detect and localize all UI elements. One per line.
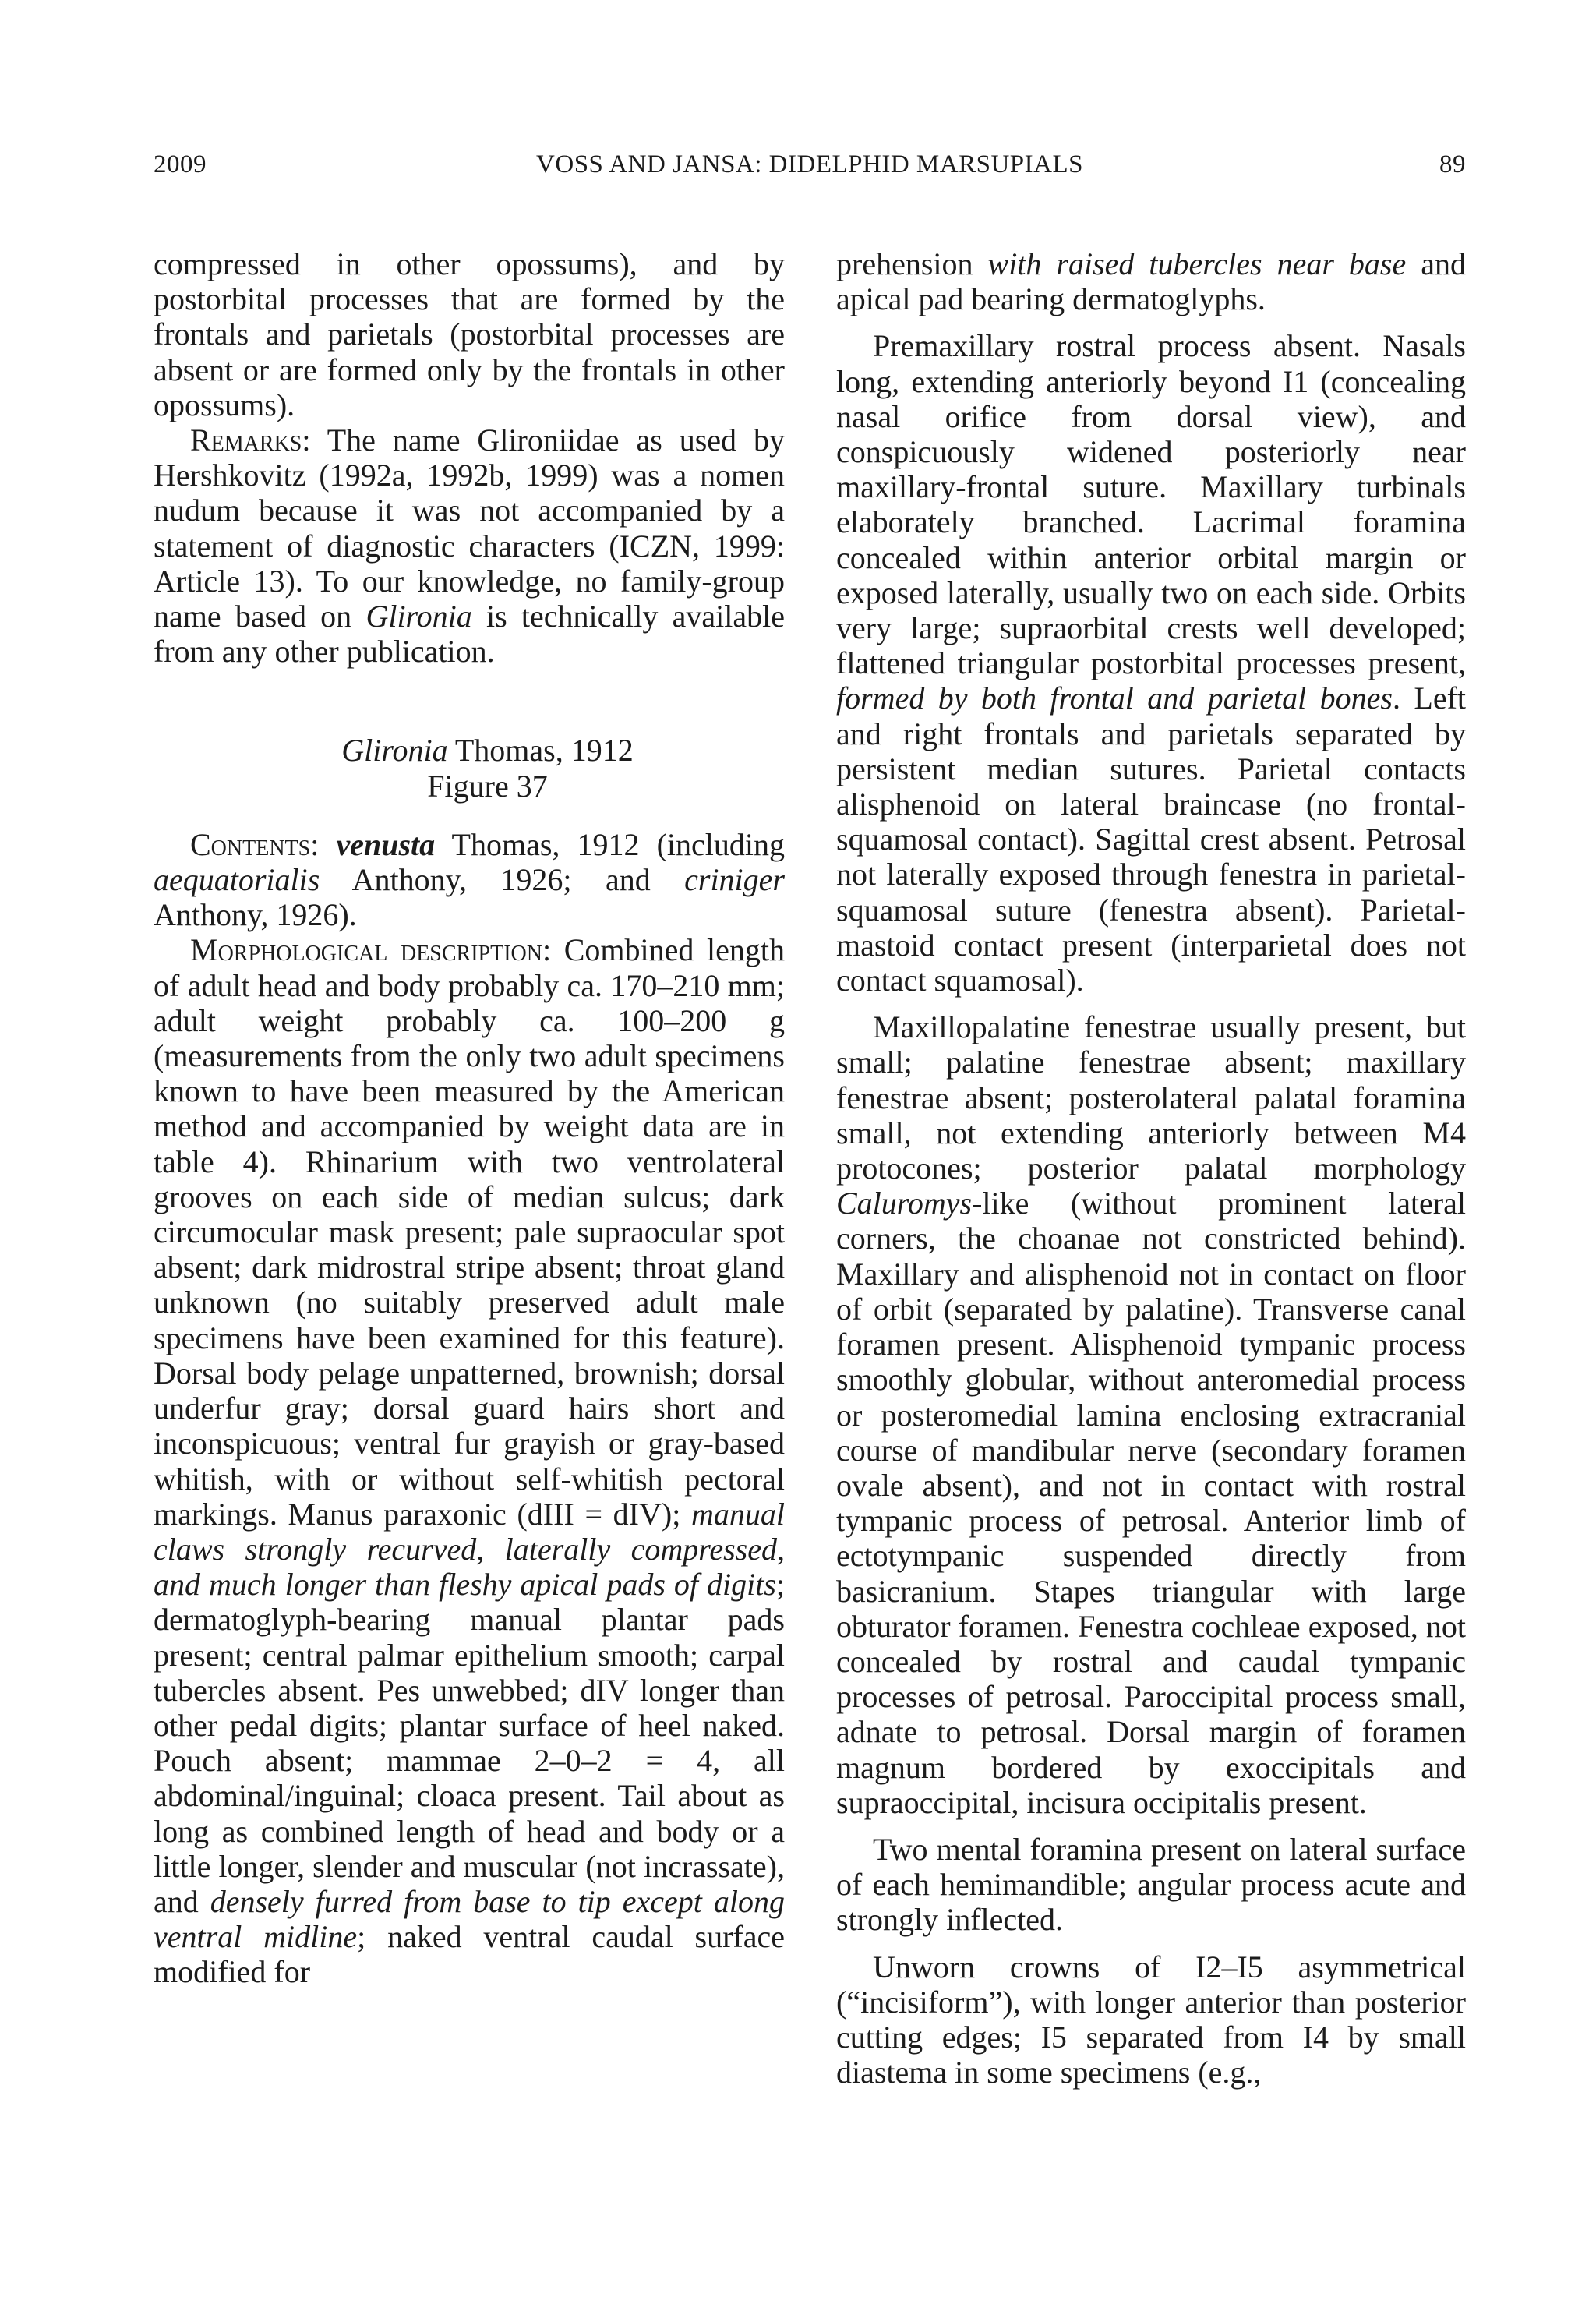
morph-italic-2: densely furred from base to tip except along ventral midline: [154, 1883, 785, 1955]
morph-italic-1: manual claws strongly recurved, laterally compressed, and much longer than fleshy apical pads of digits: [154, 1496, 785, 1603]
dentition-paragraph: Unworn crowns of I2–I5 asymmetrical (“incisiform”), with longer anterior than posterior cutting edges; I5 separated from I4 by small diastema in some specimens (e.g.,: [836, 1949, 1466, 2091]
r1-text-1: prehension: [836, 246, 988, 281]
r3-text-1: Maxillopalatine fenestrae usually present, but small; palatine fenestrae absent; maxillary fenestrae absent; posterolateral palatal foramina small, not extending anteriorly between M4 protocones; posterior palatal morphology: [836, 1009, 1466, 1186]
morph-text-3: ; naked ventral caudal surface modified for: [154, 1919, 785, 1990]
contents-synonym-2: criniger: [684, 862, 785, 898]
remarks-text-end: is technically available from any other publication.: [154, 599, 785, 670]
contents-colon: :: [310, 826, 337, 862]
header-year: 2009: [154, 150, 207, 178]
contents-text-3: Anthony, 1926).: [154, 897, 357, 933]
morphological-description: [154, 932, 785, 1989]
mandible-paragraph: Two mental foramina present on lateral surface of each hemimandible; angular process acute and strongly inflected.: [836, 1831, 1466, 1938]
remarks-genus: Glironia: [365, 599, 472, 634]
morph-text-2: ; dermatoglyph-bearing manual plantar pads present; central palmar epithelium smooth; carpal tubercles absent. Pes unwebbed; dIV longer than other pedal digits; plantar surface of heel naked. Pouch absent; mammae 2–0–2 = 4, all abdominal/inguinal; cloaca present. Tail about as long as combined length of head and body or a little longer, slender and muscular (not incrassate), and: [154, 1567, 785, 1919]
left-column: [154, 246, 785, 1990]
morph-label: Morphological description: [190, 932, 542, 968]
paragraph-continued-right: [836, 246, 1466, 316]
page-number: 89: [1439, 150, 1466, 178]
contents-species: venusta: [336, 826, 436, 862]
genus-name: Glironia: [341, 733, 448, 769]
r2-text-1: Premaxillary rostral process absent. Nasals long, extending anteriorly beyond I1 (concealing nasal orifice from dorsal view), and conspicuously widened posteriorly near maxillary-frontal suture. Maxillary turbinals elaborately branched. Lacrimal foramina concealed within anterior orbital margin or exposed laterally, usually two on each side. Orbits very large; supraorbital crests well developed; flattened triangular postorbital processes present,: [836, 328, 1466, 681]
genus-heading: [154, 733, 785, 803]
r2-italic: formed by both frontal and parietal bones: [836, 680, 1393, 716]
palatal-paragraph: [836, 1009, 1466, 1820]
running-head-title: VOSS AND JANSA: DIDELPHID MARSUPIALS: [536, 150, 1083, 178]
running-header: [154, 145, 1466, 184]
contents-text: Thomas, 1912 (including: [435, 826, 785, 862]
right-column: [836, 246, 1466, 2090]
figure-reference: Figure 37: [427, 768, 548, 804]
remarks-text: : The name Glironiidae as used by Hershkovitz (1992a, 1992b, 1999) was a nomen nudum because it was not accompanied by a statement of diagnostic characters (ICZN, 1999: Article 13). To our knowledge, no family-group name based on: [154, 422, 785, 634]
contents-label: Contents: [190, 826, 311, 862]
morph-text-1: : Combined length of adult head and body probably ca. 170–210 mm; adult weight probably ca. 100–200 g (measurements from the only two adult specimens known to have been measured by the American method and accompanied by weight data are in table 4). Rhinarium with two ventrolateral grooves on each side of median sulcus; dark circumocular mask present; pale supraocular spot absent; dark midrostral stripe absent; throat gland unknown (no suitably preserved adult male specimens have been examined for this feature). Dorsal body pelage unpatterned, brownish; dorsal underfur gray; dorsal guard hairs short and inconspicuous; ventral fur grayish or gray-based whitish, with or without self-whitish pectoral markings. Manus paraxonic (dIII = dIV);: [154, 932, 785, 1532]
genus-title: [154, 733, 785, 768]
contents-text-2: Anthony, 1926; and: [320, 862, 685, 898]
r3-text-2: -like (without prominent lateral corners, the choanae not constricted behind). Maxillary and alisphenoid not in contact on floor of orbit (separated by palatine). Transverse canal foramen present. Alisphenoid tympanic process smoothly globular, without anteromedial process or posteromedial lamina enclosing extracranial course of mandibular nerve (secondary foramen ovale absent), and not in contact with rostral tympanic process of petrosal. Anterior limb of ectotympanic suspended directly from basicranium. Stapes triangular with large obturator foramen. Fenestra cochleae exposed, not concealed by rostral and caudal tympanic processes of petrosal. Paroccipital process small, adnate to petrosal. Dorsal margin of foramen magnum bordered by exoccipitals and supraoccipital, incisura occipitalis present.: [836, 1186, 1466, 1820]
r1-text-2: and apical pad bearing dermatoglyphs.: [836, 246, 1466, 317]
contents-paragraph: [154, 827, 785, 933]
r2-text-2: . Left and right frontals and parietals separated by persistent median sutures. Parietal contacts alisphenoid on lateral braincase (no frontal-squamosal contact). Sagittal crest absent. Petrosal not laterally exposed through fenestra in parietal-squamosal suture (fenestra absent). Parietal-mastoid contact present (interparietal does not contact squamosal).: [836, 680, 1467, 998]
cranial-paragraph: [836, 328, 1466, 998]
contents-synonym-1: aequatorialis: [154, 862, 320, 898]
r3-italic: Caluromys: [836, 1186, 973, 1221]
genus-author: Thomas, 1912: [447, 733, 634, 769]
paragraph-continued: compressed in other opossums), and by postorbital processes that are formed by the frontals and parietals (postorbital processes are absent or are formed only by the frontals in other opossums).: [154, 246, 785, 422]
remarks-label: Remarks: [190, 422, 302, 458]
remarks-paragraph: [154, 422, 785, 669]
r1-italic: with raised tubercles near base: [987, 246, 1407, 281]
